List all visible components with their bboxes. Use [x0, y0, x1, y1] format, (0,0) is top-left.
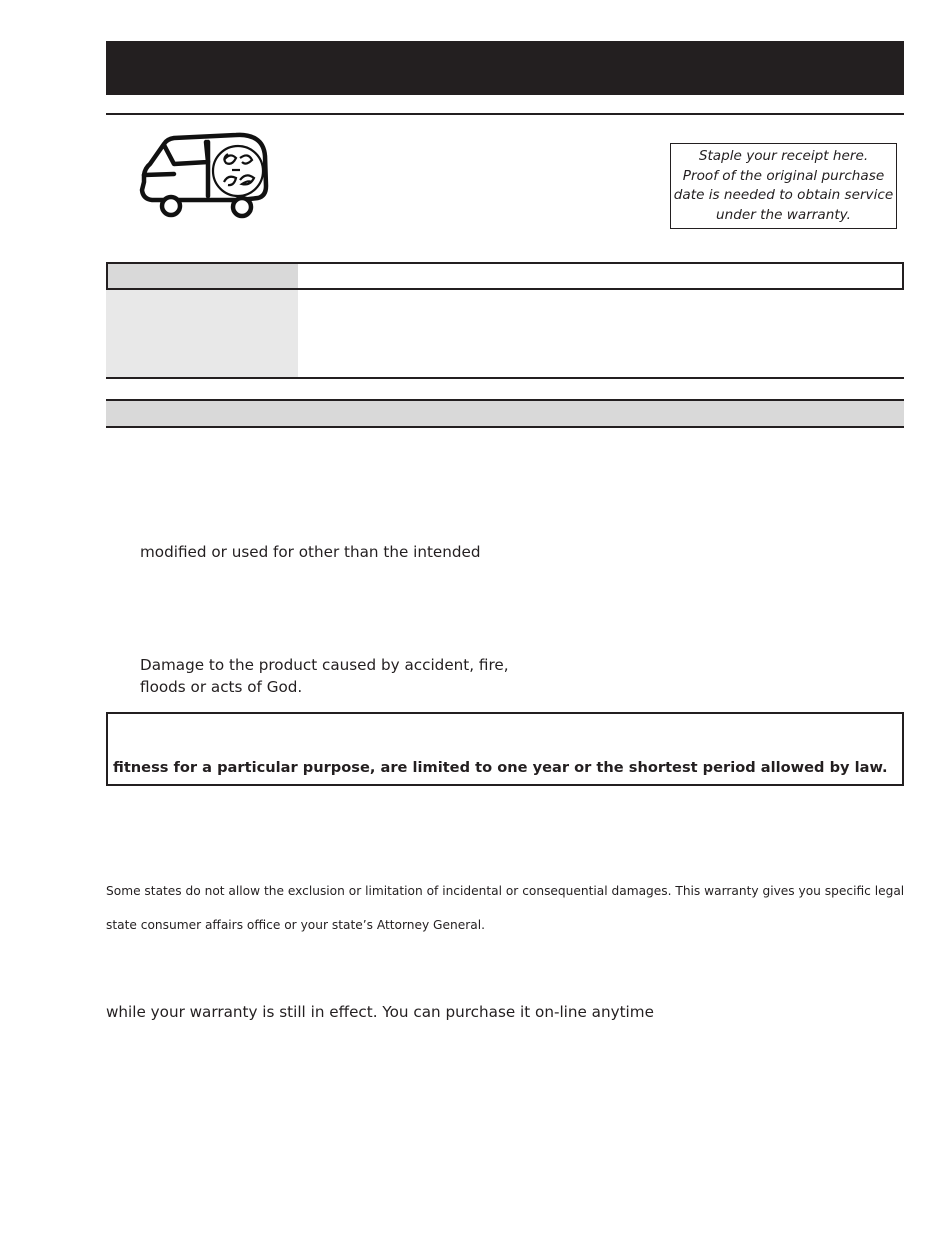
receipt-note-line-2: Proof of the original purchase [682, 167, 885, 184]
exclusion-modified: modified or used for other than the intended [140, 543, 481, 561]
exclusion-damage-line-2: floods or acts of God. [140, 678, 303, 696]
exclusion-damage-line-1: Damage to the product caused by accident, fire, [140, 656, 509, 674]
implied-warranty-text: fitness for a particular purpose, are limited to one year or the shortest period allowed by law. [113, 759, 888, 776]
extended-warranty-text: while your warranty is still in effect. You can purchase it on-line anytime [106, 1003, 654, 1021]
receipt-note-line-3: date is needed to obtain service [673, 187, 894, 203]
receipt-note-line-4: under the warranty. [716, 206, 851, 223]
warranty-table-period-cell [106, 290, 298, 377]
header-bar [106, 41, 904, 95]
state-rights-line-2: state consumer affairs office or your state’s Attorney General. [106, 918, 485, 932]
state-rights-line-1: Some states do not allow the exclusion or limitation of incidental or consequential damages. This warranty gives you specific legal [106, 884, 905, 898]
warranty-table-header-cell [108, 264, 298, 288]
receipt-note-line-1: Staple your receipt here. [698, 148, 869, 164]
ge-logo [213, 146, 263, 196]
receipt-note [670, 143, 897, 229]
header-rule [106, 113, 904, 115]
exclusions-section-header [106, 399, 904, 428]
warranty-table-rule [106, 377, 904, 379]
service-truck-icon [136, 130, 271, 220]
